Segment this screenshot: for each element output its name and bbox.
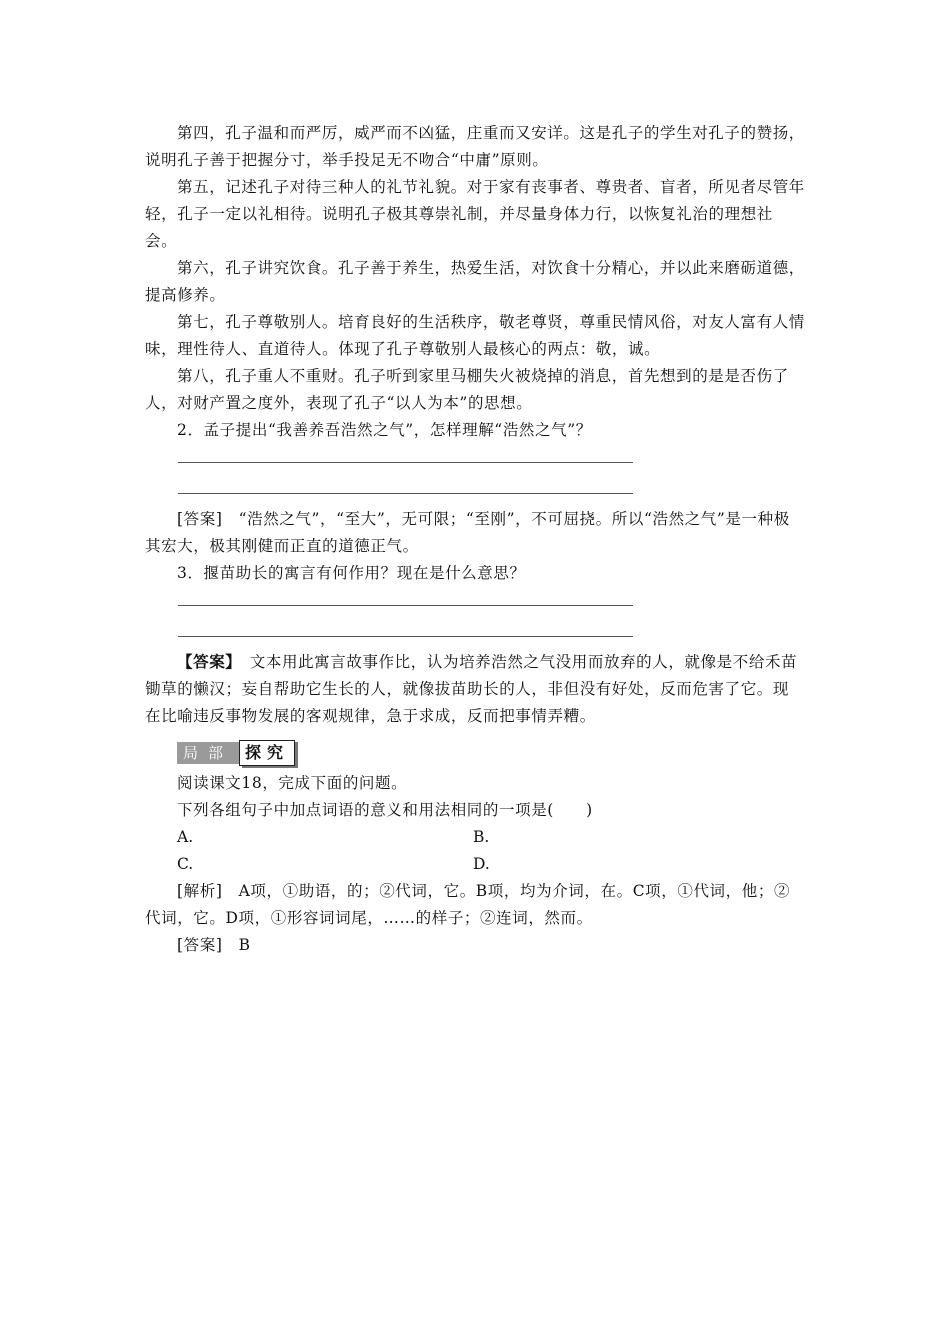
- option-row: [177, 851, 805, 878]
- exercise-prompt: 下列各组句子中加点词语的意义和用法相同的一项是( ): [177, 801, 593, 819]
- option-a: A.: [177, 828, 194, 846]
- answer-label: 【答案】: [177, 653, 234, 671]
- answer-line: [145, 618, 805, 649]
- paragraph-seventh: 第七，孔子尊敬别人。培育良好的生活秩序，敬老尊贤，尊重民情风俗，对友人富有人情味，理性待人、直道待人。体现了孔子尊敬别人最核心的两点：敬，诚。: [145, 313, 805, 358]
- paragraph-eighth: 第八，孔子重人不重财。孔子听到家里马棚失火被烧掉的消息，首先想到的是是否伤了人，对财产置之度外，表现了孔子“以人为本”的思想。: [145, 367, 789, 412]
- answer-text: 文本用此寓言故事作比，认为培养浩然之气没用而放弃的人，就像是不给禾苗锄草的懒汉；妄自帮助它生长的人，就像拔苗助长的人，非但没有好处，反而危害了它。现在比喻违反事物发展的客观规律，急于求成，反而把事情弄糟。: [145, 653, 798, 725]
- option-row: [177, 824, 805, 851]
- answer-text: “浩然之气”，“至大”，无可限；“至刚”，不可屈挠。所以“浩然之气”是一种极其宏大，极其刚健而正直的道德正气。: [145, 510, 790, 555]
- paragraph-fourth: 第四，孔子温和而严厉，威严而不凶猛，庄重而又安详。这是孔子的学生对孔子的赞扬，说明孔子善于把握分寸，举手投足无不吻合“中庸”原则。: [145, 124, 805, 169]
- analysis-label: [解析]: [177, 882, 223, 900]
- answer-line: [145, 444, 805, 475]
- option-b: B.: [473, 828, 490, 846]
- question-3: 3．揠苗助长的寓言有何作用？现在是什么意思？: [177, 564, 526, 582]
- final-answer: [145, 932, 805, 959]
- analysis: [145, 878, 805, 932]
- exercise-intro: 阅读课文18，完成下面的问题。: [177, 774, 408, 792]
- answer-label: [答案]: [177, 510, 223, 528]
- section-banner: [177, 734, 805, 766]
- option-c: C.: [177, 855, 194, 873]
- question-2: 2．孟子提出“我善养吾浩然之气”，怎样理解“浩然之气”？: [177, 421, 592, 439]
- answer-text: B: [238, 936, 251, 954]
- answer-label: [答案]: [177, 936, 223, 954]
- analysis-text: A项，①助语，的；②代词，它。B项，均为介词，在。C项，①代词，他；②代词，它。D项，①形容词词尾，……的样子；②连词，然而。: [145, 882, 791, 927]
- answer-line: [145, 587, 805, 618]
- answer-3: [145, 649, 805, 730]
- paragraph-sixth: 第六，孔子讲究饮食。孔子善于养生，热爱生活，对饮食十分精心，并以此来磨砺道德，提高修养。: [145, 259, 805, 304]
- option-d: D.: [473, 855, 490, 873]
- answer-2: [145, 506, 805, 560]
- banner-gray-label: 局部: [177, 742, 239, 764]
- banner-box-label: 探究: [239, 740, 295, 766]
- paragraph-fifth: 第五，记述孔子对待三种人的礼节礼貌。对于家有丧事者、尊贵者、盲者，所见者尽管年轻，孔子一定以礼相待。说明孔子极其尊崇礼制，并尽量身体力行，以恢复礼治的理想社会。: [145, 178, 805, 250]
- answer-line: [145, 475, 805, 506]
- document-page: [145, 120, 805, 959]
